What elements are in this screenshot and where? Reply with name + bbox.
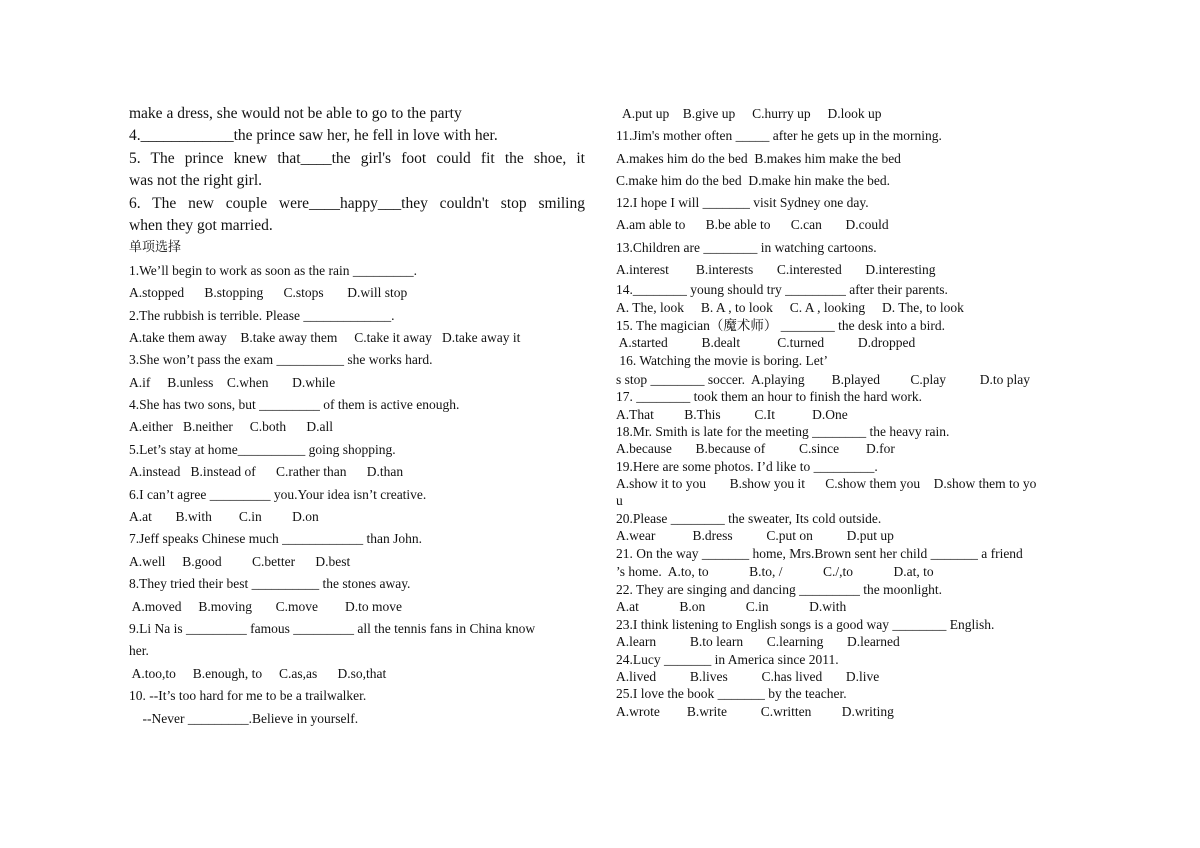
options-line: A.interest B.interests C.interested D.interesting (616, 262, 936, 278)
options-line: A.stopped B.stopping C.stops D.will stop (129, 285, 408, 301)
question-line: her. (129, 643, 149, 659)
question-line: 1.We’ll begin to work as soon as the rain _________. (129, 262, 417, 278)
question-line: 7.Jeff speaks Chinese much ____________ than John. (129, 531, 422, 547)
question-line: 11.Jim's mother often _____ after he gets up in the morning. (616, 128, 942, 144)
passage-line: when they got married. (129, 216, 273, 234)
passage-line: was not the right girl. (129, 172, 263, 190)
question-line: --Never _________.Believe in yourself. (129, 710, 359, 726)
left-column (129, 103, 585, 730)
options-line: A.at B.with C.in D.on (129, 509, 319, 525)
question-line: 21. On the way _______ home, Mrs.Brown sent her child _______ a friend (616, 545, 1023, 561)
options-line: A.am able to B.be able to C.can D.could (616, 217, 889, 233)
question-line: 4.She has two sons, but _________ of them is active enough. (129, 397, 460, 413)
options-line: A. The, look B. A , to look C. A , looking D. The, to look (616, 299, 964, 315)
question-line: 13.Children are ________ in watching cartoons. (616, 239, 877, 255)
question-line: 19.Here are some photos. I’d like to _________. (616, 458, 878, 474)
question-line: 16. Watching the movie is boring. Let’ (616, 353, 828, 369)
options-line: A.show it to you B.show you it C.show them you D.show them to yo (616, 476, 1037, 492)
options-line: A.instead B.instead of C.rather than D.than (129, 464, 404, 480)
options-line: A.well B.good C.better D.best (129, 553, 351, 569)
right-column (616, 103, 1076, 720)
question-line: 10. --It’s too hard for me to be a trailwalker. (129, 688, 367, 704)
question-line: 25.I love the book _______ by the teacher. (616, 686, 847, 702)
question-line: 22. They are singing and dancing _________ the moonlight. (616, 582, 942, 598)
options-line: A.put up B.give up C.hurry up D.look up (616, 106, 882, 121)
question-line: 5.Let’s stay at home__________ going shopping. (129, 441, 396, 457)
options-line: u (616, 493, 623, 509)
question-line: 17. ________ took them an hour to finish the hard work. (616, 389, 922, 405)
options-line: A.if B.unless C.when D.while (129, 374, 336, 390)
question-line: 24.Lucy _______ in America since 2011. (616, 651, 839, 667)
passage-line: 4.____________the prince saw her, he fell in love with her. (129, 127, 498, 145)
options-line: C.make him do the bed D.make hin make the bed. (616, 172, 891, 188)
options-line: A.lived B.lives C.has lived D.live (616, 668, 880, 684)
question-line: 2.The rubbish is terrible. Please _____________. (129, 307, 395, 323)
question-line: 3.She won’t pass the exam __________ she works hard. (129, 352, 433, 368)
options-line: A.either B.neither C.both D.all (129, 419, 333, 435)
question-line: 14.________ young should try _________ after their parents. (616, 282, 948, 298)
question-line: 6.I can’t agree _________ you.Your idea isn’t creative. (129, 486, 427, 502)
question-line: s stop ________ soccer. A.playing B.played C.play D.to play (616, 371, 1030, 387)
options-line: A.makes him do the bed B.makes him make the bed (616, 150, 901, 166)
question-line: 12.I hope I will _______ visit Sydney one day. (616, 195, 869, 211)
options-line: A.take them away B.take away them C.take it away D.take away it (129, 329, 521, 345)
options-line: A.wear B.dress C.put on D.put up (616, 528, 894, 544)
options-line: ’s home. A.to, to B.to, / C./,to D.at, to (616, 563, 934, 579)
options-line: A.moved B.moving C.move D.to move (129, 598, 402, 614)
passage-line: 5. The prince knew that____the girl's foot could fit the shoe, it (129, 149, 585, 167)
options-line: A.wrote B.write C.written D.writing (616, 703, 894, 719)
question-line: 9.Li Na is _________ famous _________ all the tennis fans in China know (129, 620, 536, 636)
passage-line: 6. The new couple were____happy___they couldn't stop smiling (129, 194, 585, 212)
passage-line: make a dress, she would not be able to go to the party (129, 105, 462, 122)
options-line: A.too,to B.enough, to C.as,as D.so,that (129, 665, 387, 681)
question-line: 15. The magician（魔术师） ________ the desk into a bird. (616, 317, 945, 333)
question-line: 8.They tried their best __________ the stones away. (129, 576, 411, 592)
options-line: A.at B.on C.in D.with (616, 599, 847, 615)
options-line: A.That B.This C.It D.One (616, 406, 848, 422)
question-line: 18.Mr. Smith is late for the meeting ________ the heavy rain. (616, 423, 950, 439)
question-line: 20.Please ________ the sweater, Its cold outside. (616, 510, 882, 526)
options-line: A.started B.dealt C.turned D.dropped (616, 335, 916, 351)
section-heading: 单项选择 (129, 240, 182, 256)
options-line: A.learn B.to learn C.learning D.learned (616, 634, 900, 650)
options-line: A.because B.because of C.since D.for (616, 441, 895, 457)
question-line: 23.I think listening to English songs is a good way ________ English. (616, 616, 995, 632)
